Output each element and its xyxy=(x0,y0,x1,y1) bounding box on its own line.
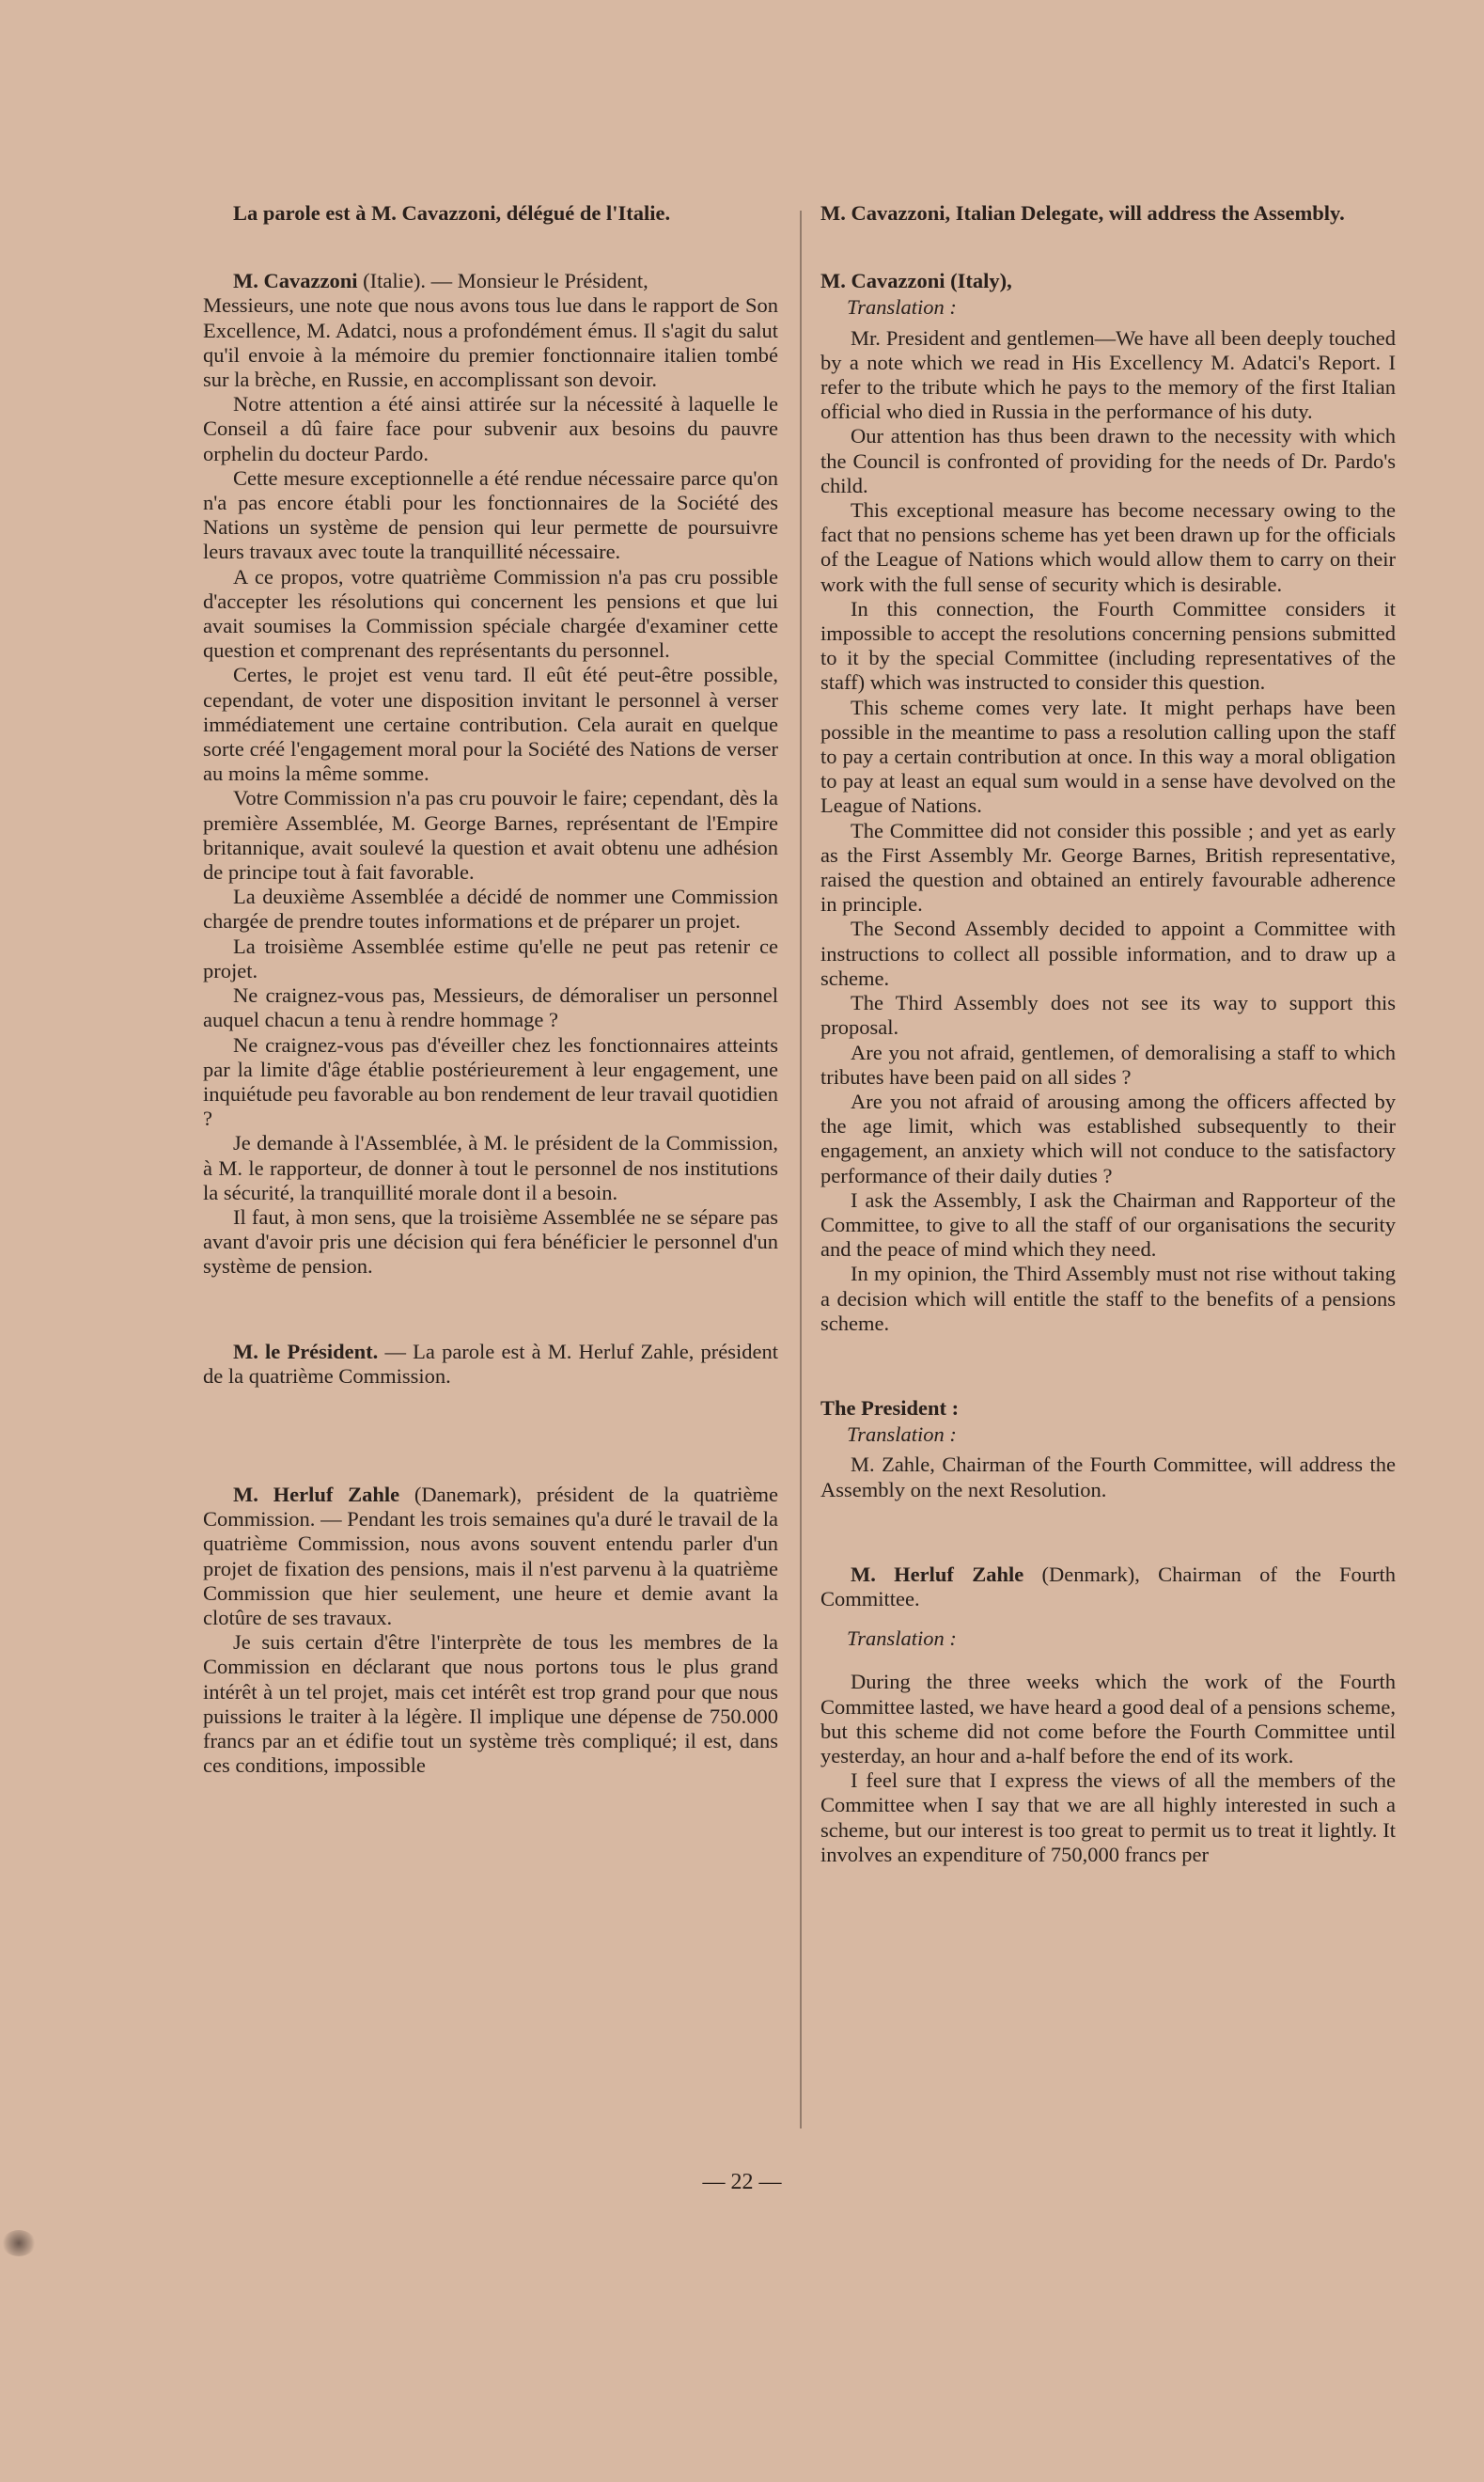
en-speaker-2-line xyxy=(820,1563,1396,1611)
paragraph: La troisième Assemblée estime qu'elle ne peut pas retenir ce projet. xyxy=(203,934,778,982)
paragraph: I ask the Assembly, I ask the Chairman and Rapporteur of the Committee, to give to all the staff of our organisations the security and the peace of mind which they need. xyxy=(820,1187,1396,1262)
paragraph: This exceptional measure has become necessary owing to the fact that no pensions scheme has yet been drawn up for the officials of the League of Nations which would allow them to carry on their work with the full sense of security which is desirable. xyxy=(820,498,1396,596)
en-president-name: The President : xyxy=(820,1395,960,1420)
paragraph: Certes, le projet est venu tard. Il eût été peut-être possible, cependant, de voter une disposition invitant le personnel à verser immédiatement une certaine contribution. Cela aurait en quelque sorte créé l'engagement moral pour la Société des Nations de verser au moins la même somme. xyxy=(203,663,778,786)
paragraph: The Second Assembly decided to appoint a Committee with instructions to collect all possible information, and to draw up a scheme. xyxy=(820,917,1396,990)
paragraph: Votre Commission n'a pas cru pouvoir le faire; cependant, dès la première Assemblée, M. George Barnes, représentant de l'Empire britannique, avait soulevé la question et avait obtenu une adhésion de principe tout à fait favorable. xyxy=(203,786,778,885)
paragraph: The Third Assembly does not see its way to support this proposal. xyxy=(820,991,1396,1040)
french-column xyxy=(203,201,778,1778)
en-speaker-2-name: M. Herluf Zahle xyxy=(851,1562,1024,1586)
fr-speaker-2-name: M. Herluf Zahle xyxy=(233,1482,400,1506)
en-president-text: M. Zahle, Chairman of the Fourth Committee, will address the Assembly on the next Resolution. xyxy=(820,1453,1396,1501)
paragraph: Cette mesure exceptionnelle a été rendue nécessaire parce qu'on n'a pas encore établi pour les fonctionnaires de la Société des Nations un système de pension qui leur permette de poursuivre leurs travaux avec toute la tranquillité nécessaire. xyxy=(203,465,778,564)
paragraph: Notre attention a été ainsi attirée sur la nécessité à laquelle le Conseil a dû faire face pour subvenir aux besoins du pauvre orphelin du docteur Pardo. xyxy=(203,392,778,465)
paragraph: Our attention has thus been drawn to the necessity with which the Council is confronted of providing for the needs of Dr. Pardo's child. xyxy=(820,424,1396,497)
en-speaker-1 xyxy=(820,269,1396,293)
page-number: — 22 — xyxy=(702,2170,782,2194)
paragraph: Il faut, à mon sens, que la troisième Assemblée ne se sépare pas avant d'avoir pris une décision qui fera bénéficier le personnel d'un système de pension. xyxy=(203,1204,778,1279)
en-speaker-2-text: (Denmark), Chairman of the Fourth Committee. xyxy=(820,1562,1396,1610)
paragraph: During the three weeks which the work of the Fourth Committee lasted, we have heard a good deal of a pensions scheme, but this scheme did not come before the Fourth Committee until yesterday, an hour and a-half before the end of its work. xyxy=(820,1670,1396,1767)
en-president-label xyxy=(820,1396,1396,1421)
paragraph: Ne craignez-vous pas d'éveiller chez les fonctionnaires atteints par la limite d'âge établie postérieurement à leur engagement, une inquiétude peu favorable au bon rendement de leur travail quotidien ? xyxy=(203,1032,778,1131)
fr-president-line xyxy=(203,1340,778,1389)
paragraph: In my opinion, the Third Assembly must not rise without taking a decision which will entitle the staff to the benefits of a pensions scheme. xyxy=(820,1262,1396,1335)
paragraph: La deuxième Assemblée a décidé de nommer une Commission chargée de prendre toutes informations et de préparer un projet. xyxy=(203,885,778,934)
paragraph: Mr. President and gentlemen—We have all been deeply touched by a note which we read in His Excellency M. Adatci's Report. I refer to the tribute which he pays to the memory of the first Italian official who died in Russia in the performance of his duty. xyxy=(820,325,1396,424)
fr-speech-1 xyxy=(203,293,778,1279)
fr-president-name: M. le Président. xyxy=(233,1339,379,1363)
column-divider xyxy=(800,211,802,2129)
paragraph: In this connection, the Fourth Committee considers it impossible to accept the resolutions concerning pensions submitted to it by the special Committee (including representatives of the staff) which was instructed to consider this question. xyxy=(820,596,1396,695)
en-speaker-1-name: M. Cavazzoni (Italy), xyxy=(820,269,1012,293)
paragraph: Ne craignez-vous pas, Messieurs, de démoraliser un personnel auquel chacun a tenu à rendre hommage ? xyxy=(203,983,778,1032)
paragraph: The Committee did not consider this possible ; and yet as early as the First Assembly Mr. George Barnes, British representative, raised the question and obtained an entirely favourable adherence in principle. xyxy=(820,818,1396,917)
fr-speaker-2-line xyxy=(203,1483,778,1630)
fr-announcement: La parole est à M. Cavazzoni, délégué de l'Italie. xyxy=(233,201,671,225)
en-announcement: M. Cavazzoni, Italian Delegate, will address the Assembly. xyxy=(820,201,1345,225)
paragraph: This scheme comes very late. It might perhaps have been possible in the meantime to pass a resolution calling upon the staff to pay a certain contribution at once. In this way a moral obligation to pay at least an equal sum would in a sense have devolved on the League of Nations. xyxy=(820,695,1396,818)
paragraph: Are you not afraid of arousing among the officers affected by the age limit, which was established subsequently to their engagement, an anxiety which will not conduce to the satisfactory performance of their daily duties ? xyxy=(820,1089,1396,1187)
paragraph: Je demande à l'Assemblée, à M. le président de la Commission, à M. le rapporteur, de donner à tout le personnel de nos institutions la sécurité, la tranquillité morale dont il a besoin. xyxy=(203,1131,778,1204)
en-speech-1 xyxy=(820,326,1396,1336)
fr-president-text: — La parole est à M. Herluf Zahle, président de la quatrième Commission. xyxy=(203,1339,778,1388)
en-translation-label: Translation : xyxy=(847,295,957,320)
paragraph: Messieurs, une note que nous avons tous lue dans le rapport de Son Excellence, M. Adatci, nous a profondément émus. Il s'agit du salut qu'il envoie à la mémoire du premier fonctionnaire italien tombé sur la brèche, en Russie, en accomplissant son devoir. xyxy=(203,293,778,392)
paragraph: Je suis certain d'être l'interprète de tous les membres de la Commission en déclarant que nous portons tous le plus grand intérêt à un tel projet, mais cet intérêt est trop grand pour que nous puissions le traiter à la légère. Il implique une dépense de 750.000 francs par an et édifie tout un système très compliqué; il est, dans ces conditions, impossible xyxy=(203,1630,778,1778)
ink-smudge xyxy=(2,2230,36,2256)
en-translation-label: Translation : xyxy=(847,1626,957,1651)
fr-speaker-1-line xyxy=(203,269,778,293)
fr-speaker-1-name: M. Cavazzoni xyxy=(233,269,358,293)
en-translation-label: Translation : xyxy=(847,1422,957,1447)
fr-speaker-2-text: (Danemark), président de la quatrième Commission. — Pendant les trois semaines qu'a duré le travail de la quatrième Commission, nous avons souvent entendu parler d'un projet de fixation des pensions, mais il n'est parvenu à la quatrième Commission que hier seulement, une heure et demie avant la clotûre de ses travaux. xyxy=(203,1482,779,1629)
fr-speaker-1-title: (Italie). — Monsieur le Président, xyxy=(357,269,648,293)
english-column xyxy=(820,201,1396,1867)
paragraph: I feel sure that I express the views of all the members of the Committee when I say that we are all highly interested in such a scheme, but our interest is too great to permit us to treat it lightly. It involves an expenditure of 750,000 francs per xyxy=(820,1768,1396,1866)
paragraph: A ce propos, votre quatrième Commission n'a pas cru possible d'accepter les résolutions qui concernent les pensions et que lui avait soumises la Commission spéciale chargée d'examiner cette question et comprenant des représentants du personnel. xyxy=(203,564,778,663)
paragraph: Are you not afraid, gentlemen, of demoralising a staff to which tributes have been paid on all sides ? xyxy=(820,1040,1396,1089)
